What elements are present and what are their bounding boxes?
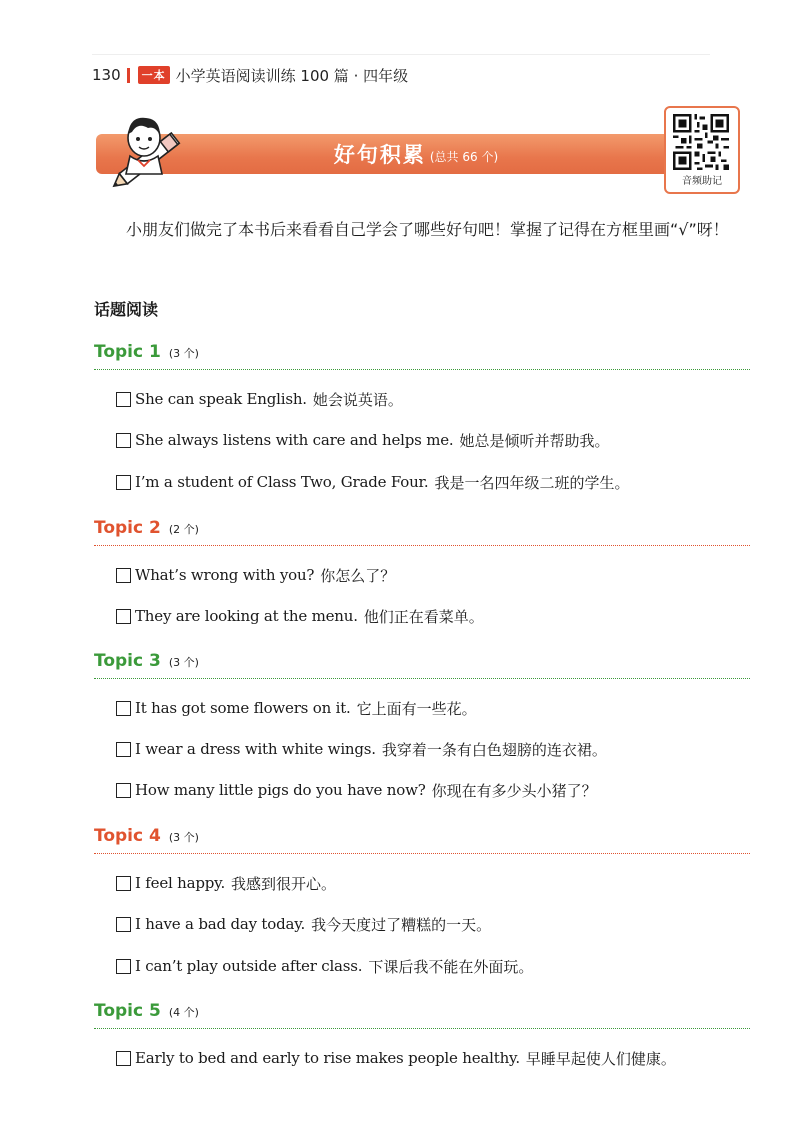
sentence-english: She can speak English. bbox=[135, 390, 307, 408]
sentence-checkbox[interactable] bbox=[116, 433, 131, 448]
sentence-chinese: 我感到很开心。 bbox=[231, 874, 337, 893]
topic-count: (3 个) bbox=[168, 831, 199, 844]
qr-code-card[interactable] bbox=[664, 106, 740, 194]
sentence-item bbox=[116, 471, 629, 493]
brand-logo: 一本 bbox=[138, 66, 170, 84]
page-header bbox=[92, 62, 408, 88]
sentence-checkbox[interactable] bbox=[116, 609, 131, 624]
sentence-checkbox[interactable] bbox=[116, 742, 131, 757]
boy-with-pencil-icon bbox=[104, 108, 194, 190]
sentence-english: Early to bed and early to rise makes people healthy. bbox=[135, 1049, 520, 1067]
section-heading: 话题阅读 bbox=[94, 300, 159, 319]
sentence-chinese: 她总是倾听并帮助我。 bbox=[459, 431, 610, 450]
topic-count: (3 个) bbox=[168, 656, 199, 669]
sentence-chinese: 你现在有多少头小猪了？ bbox=[431, 781, 597, 800]
topic-4 bbox=[94, 826, 750, 976]
topic-divider bbox=[94, 853, 750, 854]
sentence-item bbox=[116, 738, 607, 760]
topic-divider bbox=[94, 1028, 750, 1029]
topic-3 bbox=[94, 651, 750, 800]
sentence-english: What’s wrong with you? bbox=[135, 566, 315, 584]
sentence-chinese: 早睡早起使人们健康。 bbox=[525, 1049, 676, 1068]
page-number: 130 bbox=[92, 66, 121, 84]
sentence-item bbox=[116, 388, 403, 410]
topic-title: Topic 3 bbox=[94, 651, 161, 671]
sentence-item bbox=[116, 779, 597, 801]
sentence-chinese: 你怎么了？ bbox=[320, 566, 396, 585]
sentence-english: I wear a dress with white wings. bbox=[135, 740, 376, 758]
sentence-checkbox[interactable] bbox=[116, 917, 131, 932]
sentence-chinese: 她会说英语。 bbox=[312, 390, 403, 409]
sentence-checkbox[interactable] bbox=[116, 475, 131, 490]
topic-1 bbox=[94, 342, 750, 492]
topic-count: (4 个) bbox=[168, 1006, 199, 1019]
topic-title: Topic 2 bbox=[94, 518, 161, 538]
sentence-chinese: 它上面有一些花。 bbox=[356, 699, 477, 718]
sentence-checkbox[interactable] bbox=[116, 392, 131, 407]
sentence-item bbox=[116, 605, 484, 627]
sentence-chinese: 下课后我不能在外面玩。 bbox=[368, 957, 534, 976]
sentence-item bbox=[116, 955, 533, 977]
sentence-item bbox=[116, 564, 395, 586]
topic-divider bbox=[94, 545, 750, 546]
topic-divider bbox=[94, 678, 750, 679]
sentence-checkbox[interactable] bbox=[116, 959, 131, 974]
sentence-chinese: 我今天度过了糟糕的一天。 bbox=[311, 915, 492, 934]
header-rule bbox=[92, 54, 710, 55]
qr-code-icon bbox=[673, 114, 729, 170]
sentence-chinese: 我是一名四年级二班的学生。 bbox=[434, 473, 630, 492]
sentence-checkbox[interactable] bbox=[116, 701, 131, 716]
sentence-english: I feel happy. bbox=[135, 874, 226, 892]
topic-2 bbox=[94, 518, 750, 626]
book-title: 小学英语阅读训练 100 篇 · 四年级 bbox=[175, 66, 409, 85]
banner-title: 好句积累 bbox=[333, 143, 426, 167]
topic-5 bbox=[94, 1001, 750, 1068]
sentence-checkbox[interactable] bbox=[116, 876, 131, 891]
topic-title: Topic 1 bbox=[94, 342, 161, 362]
sentence-english: It has got some flowers on it. bbox=[135, 699, 351, 717]
sentence-item bbox=[116, 872, 336, 894]
banner-subtitle: (总共 66 个) bbox=[429, 149, 499, 164]
sentence-checkbox[interactable] bbox=[116, 783, 131, 798]
sentence-checkbox[interactable] bbox=[116, 1051, 131, 1066]
sentence-item bbox=[116, 429, 609, 451]
sentence-english: She always listens with care and helps me. bbox=[135, 431, 454, 449]
topic-count: (2 个) bbox=[168, 523, 199, 536]
header-divider bbox=[127, 68, 130, 83]
sentence-english: I can’t play outside after class. bbox=[135, 957, 363, 975]
topic-title: Topic 5 bbox=[94, 1001, 161, 1021]
sentence-chinese: 我穿着一条有白色翅膀的连衣裙。 bbox=[381, 740, 607, 759]
intro-paragraph: 小朋友们做完了本书后来看看自己学会了哪些好句吧！掌握了记得在方框里画“√”呀！ bbox=[126, 220, 729, 239]
qr-label: 音频助记 bbox=[682, 176, 722, 187]
sentence-chinese: 他们正在看菜单。 bbox=[363, 607, 484, 626]
sentence-checkbox[interactable] bbox=[116, 568, 131, 583]
sentence-english: How many little pigs do you have now? bbox=[135, 781, 426, 799]
sentence-item bbox=[116, 1047, 676, 1069]
sentence-english: They are looking at the menu. bbox=[135, 607, 358, 625]
sentence-item bbox=[116, 697, 477, 719]
topic-title: Topic 4 bbox=[94, 826, 161, 846]
sentence-english: I have a bad day today. bbox=[135, 915, 306, 933]
sentence-english: I’m a student of Class Two, Grade Four. bbox=[135, 473, 429, 491]
sentence-item bbox=[116, 913, 491, 935]
topic-count: (3 个) bbox=[168, 347, 199, 360]
topic-divider bbox=[94, 369, 750, 370]
